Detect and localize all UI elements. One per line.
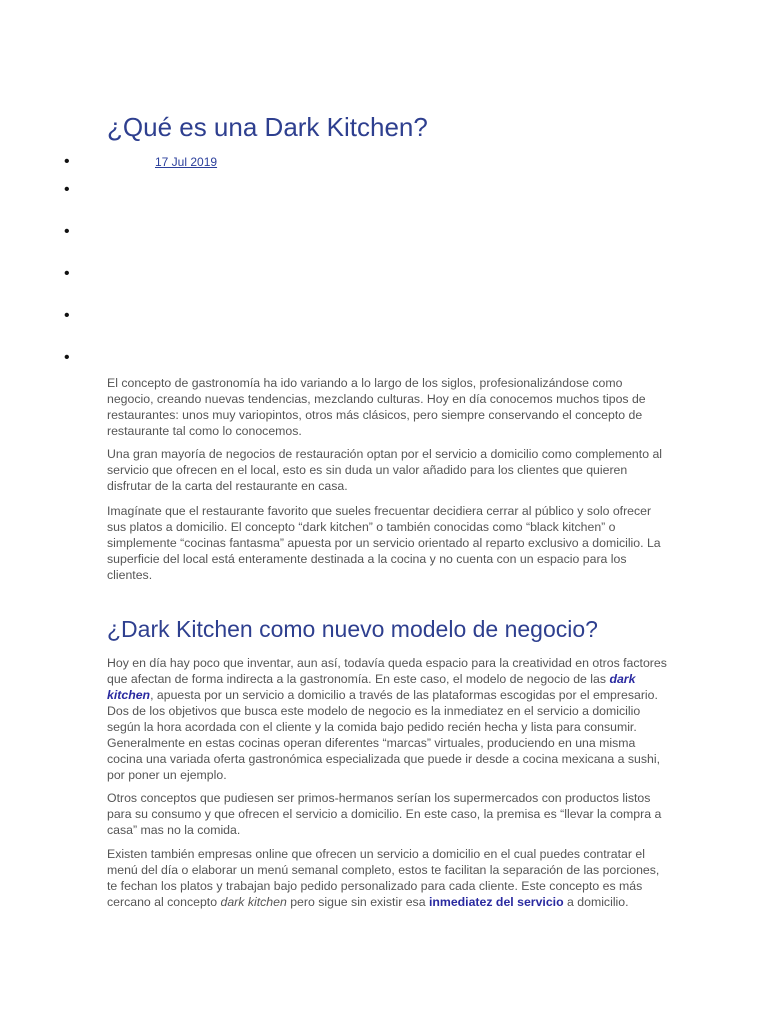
bullet: •: [64, 223, 70, 240]
bullet: •: [64, 181, 70, 198]
section-paragraph-2: [107, 790, 667, 838]
paragraph: El concepto de gastronomía ha ido variando a lo largo de los siglos, profesionalizándose como negocio, creando nuevas tendencias, mezclando culturas. Hoy en día conocemos muchos tipos de restaurantes: unos muy variopintos, otros más clásicos, pero siempre conservando el concepto de restaurante tal como lo conocemos.: [107, 376, 646, 438]
bullet: •: [64, 349, 70, 366]
text: Hoy en día hay poco que inventar, aun así, todavía queda espacio para la creatividad en otros factores que afectan de forma indirecta a la gastronomía. En este caso, el modelo de negocio de las: [107, 656, 667, 686]
list-item[interactable]: [64, 306, 364, 326]
intro-paragraph-1: [107, 375, 667, 439]
list-item[interactable]: [64, 222, 364, 242]
article-title: ¿Qué es una Dark Kitchen?: [107, 112, 428, 142]
section-paragraph-3: [107, 846, 667, 910]
bullet: •: [64, 265, 70, 282]
section-heading: ¿Dark Kitchen como nuevo modelo de negocio?: [107, 616, 598, 642]
italic-text: dark kitchen: [220, 895, 287, 909]
paragraph: Otros conceptos que pudiesen ser primos-hermanos serían los supermercados con productos listos para su consumo y que ofrecen el servicio a domicilio. En este caso, la premisa es “llevar la compra a casa” mas no la comida.: [107, 791, 662, 837]
list-item[interactable]: [64, 264, 364, 284]
inmediatez-link[interactable]: inmediatez del servicio: [428, 895, 564, 909]
text: Existen también empresas online que ofrecen un servicio a domicilio en el cual puedes contratar el menú del día o elaborar un menú semanal completo, estos te facilitan la separación de las porciones, te fechan los platos y trabajan bajo pedido personalizado para cada cliente. Este concepto es más cercano al concepto: [107, 847, 660, 909]
bullet: •: [64, 153, 70, 170]
dark-kitchen-link[interactable]: dark kitchen: [107, 672, 636, 702]
section-paragraph-1: [107, 655, 667, 783]
list-item: [64, 152, 364, 172]
text: , apuesta por un servicio a domicilio a través de las plataformas escogidas por el empresario. Dos de los objetivos que busca este modelo de negocio es la inmediatez en el servicio a domicilio según la hora acordada con el cliente y la comida bajo pedido recién hecha y lista para consumir. Generalmente en estas cocinas operan diferentes “marcas” virtuales, produciendo en una misma cocina una variada oferta gastronómica especializada que puede ir desde a cocina mexicana a sushi, por poner un ejemplo.: [107, 688, 661, 782]
list-item[interactable]: [64, 180, 364, 200]
bullet: •: [64, 307, 70, 324]
list-item[interactable]: [64, 348, 364, 368]
publish-date-link[interactable]: 17 Jul 2019: [155, 155, 218, 169]
intro-paragraph-3: [107, 503, 667, 583]
text: a domicilio.: [563, 895, 629, 909]
intro-paragraph-2: [107, 446, 667, 494]
paragraph: [107, 655, 667, 783]
text: pero sigue sin existir esa: [286, 895, 429, 909]
paragraph: [107, 846, 667, 910]
paragraph: Imagínate que el restaurante favorito que sueles frecuentar decidiera cerrar al público y solo ofrecer sus platos a domicilio. El concepto “dark kitchen” o también conocidas como “black kitchen” o simplemente “cocinas fantasma” apuesta por un servicio orientado al reparto exclusivo a domicilio. La superficie del local está enteramente destinada a la cocina y no cuenta con un espacio para los clientes.: [107, 504, 661, 582]
paragraph: Una gran mayoría de negocios de restauración optan por el servicio a domicilio como complemento al servicio que ofrecen en el local, esto es sin duda un valor añadido para los clientes que quieren disfrutar de la carta del restaurante en casa.: [107, 447, 663, 493]
